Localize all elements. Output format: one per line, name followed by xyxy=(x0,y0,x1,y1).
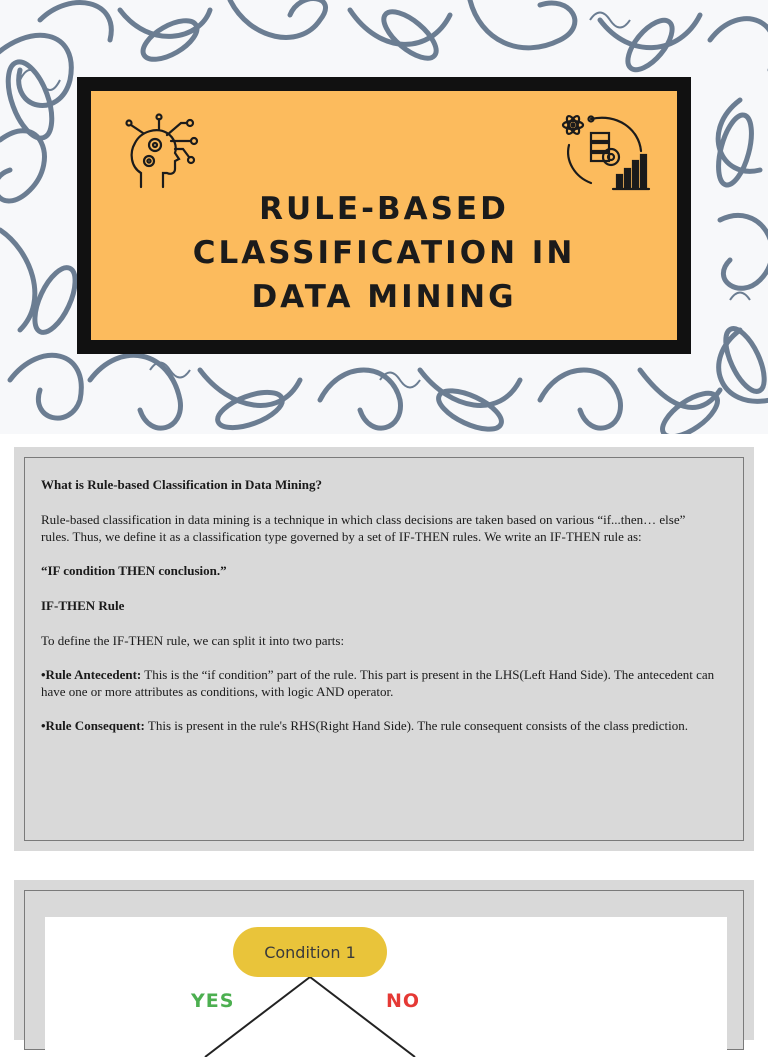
antecedent-label: •Rule Antecedent: xyxy=(41,667,142,682)
article-body xyxy=(24,457,744,841)
consequent-label: •Rule Consequent: xyxy=(41,718,145,733)
antecedent-paragraph xyxy=(41,666,717,700)
consequent-text: This is present in the rule's RHS(Right Hand Side). The rule consequent consists of the class prediction. xyxy=(144,718,688,733)
title-line-1: RULE-BASED xyxy=(259,191,509,227)
diagram-panel xyxy=(14,880,754,1040)
title-frame xyxy=(77,77,691,354)
decision-tree-diagram xyxy=(45,917,727,1057)
article-heading: What is Rule-based Classification in Data Mining? xyxy=(41,477,322,492)
condition-node: Condition 1 xyxy=(233,927,387,977)
article-panel xyxy=(14,447,754,851)
no-branch-label: NO xyxy=(386,990,421,1012)
rule-format-quote: “IF condition THEN conclusion.” xyxy=(41,563,227,578)
hero-banner xyxy=(0,0,768,434)
data-analytics-icon xyxy=(561,111,653,193)
title-line-3: DATA MINING xyxy=(251,279,517,315)
tree-branches xyxy=(45,917,727,1057)
split-paragraph: To define the IF-THEN rule, we can split it into two parts: xyxy=(41,633,345,648)
if-then-subheading: IF-THEN Rule xyxy=(41,598,125,613)
ai-brain-gears-icon xyxy=(121,113,205,197)
antecedent-text: This is the “if condition” part of the rule. This part is present in the LHS(Left Hand Side). The antecedent can have one or more attributes as conditions, with logic AND operator. xyxy=(41,667,715,699)
consequent-paragraph xyxy=(41,717,717,734)
intro-paragraph: Rule-based classification in data mining is a technique in which class decisions are taken based on various “if...then… else” rules. Thus, we define it as a classification type governed by a set of IF-THEN rules. We write an IF-THEN rule as: xyxy=(41,512,686,544)
yes-branch-label: YES xyxy=(191,990,235,1012)
title-card xyxy=(91,91,677,340)
page-title xyxy=(91,187,677,319)
title-line-2: CLASSIFICATION IN xyxy=(192,235,576,271)
diagram-frame xyxy=(24,890,744,1050)
